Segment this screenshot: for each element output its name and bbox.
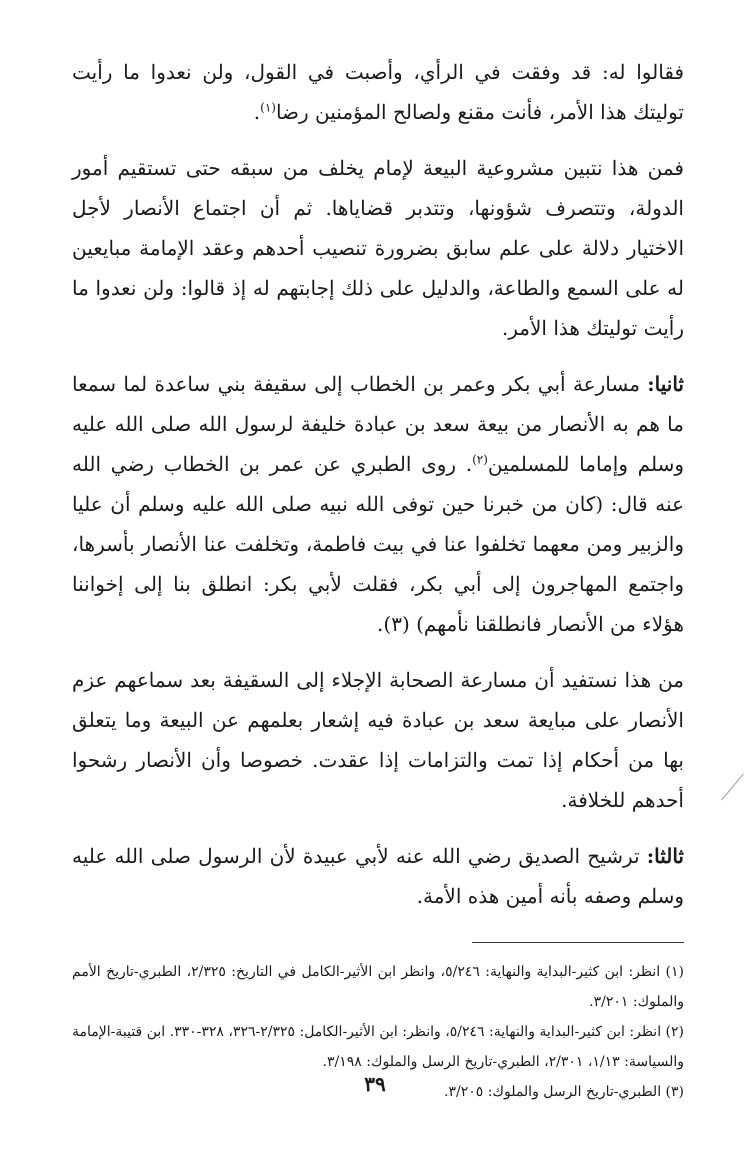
paragraph-5-lead: ثالثا: [646,844,684,868]
footnote-ref-2: (٢) [472,452,488,467]
paragraph-5 [72,836,684,916]
footnote-3: (٣) الطبري-تاريخ الرسل والملوك: ٣/٢٠٥. [444,1084,684,1100]
paragraph-1-text: فقالوا له: قد وفقت في الرأي، وأصبت في القول، ولن نعدوا ما رأيت توليتك هذا الأمر، فأنت مقنع ولصالح المؤمنين رضا [72,60,684,124]
paragraph-4 [72,660,684,820]
paragraph-4-text: من هذا نستفيد أن مسارعة الصحابة الإجلاء إلى السقيفة بعد سماعهم عزم الأنصار على مبايعة سعد بن عبادة فيه إشعار بعلمهم عن البيعة وما يتعلق بها من أحكام إذا تمت والتزامات إذا عقدت. خصوصا وأن الأنصار رشحوا أحدهم للخلافة. [72,668,684,812]
footnote-ref-1: (١) [260,100,276,115]
footnote-2: (٢) انظر: ابن كثير-البداية والنهاية: ٥/٢٤٦، وانظر: ابن الأثير-الكامل: ٢/٣٢٥-٣٢٦، ٣٢٨-٣٣٠. ابن قتيبة-الإمامة والسياسة: ١/١٣، ٢/٣٠١، الطبري-تاريخ الرسل والملوك: ٣/١٩٨. [72,1024,685,1070]
footnote-1: (١) انظر: ابن كثير-البداية والنهاية: ٥/٢٤٦، وانظر ابن الأثير-الكامل في التاريخ: ٢/٣٢٥، الطبري-تاريخ الأمم والملوك: ٣/٢٠١. [72,964,685,1010]
footnote-separator [472,942,684,943]
paragraph-1 [72,52,684,132]
page-body [72,52,684,1107]
margin-pencil-mark [721,774,744,801]
paragraph-3-lead: ثانيا: [647,372,684,396]
paragraph-5-text: ترشيح الصديق رضي الله عنه لأبي عبيدة لأن الرسول صلى الله عليه وسلم وصفه بأنه أمين هذه الأمة. [72,844,684,908]
paragraph-3 [72,364,684,644]
paragraph-3-tail: . روى الطبري عن عمر بن الخطاب رضي الله عنه قال: (كان من خبرنا حين توفى الله نبيه صلى الله عليه وسلم أن عليا والزبير ومن معهما تخلفوا عنا في بيت فاطمة، وتخلفت عنا الأنصار بأسرها، واجتمع المهاجرون إلى أبي بكر، فقلت لأبي بكر: انطلق بنا إلى إخواننا هؤلاء من الأنصار فانطلقنا نأمهم) (٣). [72,452,684,636]
paragraph-2-text: فمن هذا نتبين مشروعية البيعة لإمام يخلف من سبقه حتى تستقيم أمور الدولة، وتتصرف شؤونها، وتتدبر قضاياها. ثم أن اجتماع الأنصار لأجل الاختيار دلالة على علم سابق بضرورة تنصيب أحدهم وعقد الإمامة مبايعين له على السمع والطاعة، والدليل على ذلك إجابتهم له إذ قالوا: ولن نعدوا ما رأيت توليتك هذا الأمر. [72,156,684,340]
page-number: ٣٩ [364,1072,386,1096]
paragraph-2 [72,148,684,348]
paragraph-1-tail: . [253,100,261,124]
paragraph-3-text: مسارعة أبي بكر وعمر بن الخطاب إلى سقيفة بني ساعدة لما سمعا ما هم به الأنصار من بيعة سعد بن عبادة خليفة لرسول الله صلى الله عليه وسلم وإماما للمسلمين [72,372,684,476]
